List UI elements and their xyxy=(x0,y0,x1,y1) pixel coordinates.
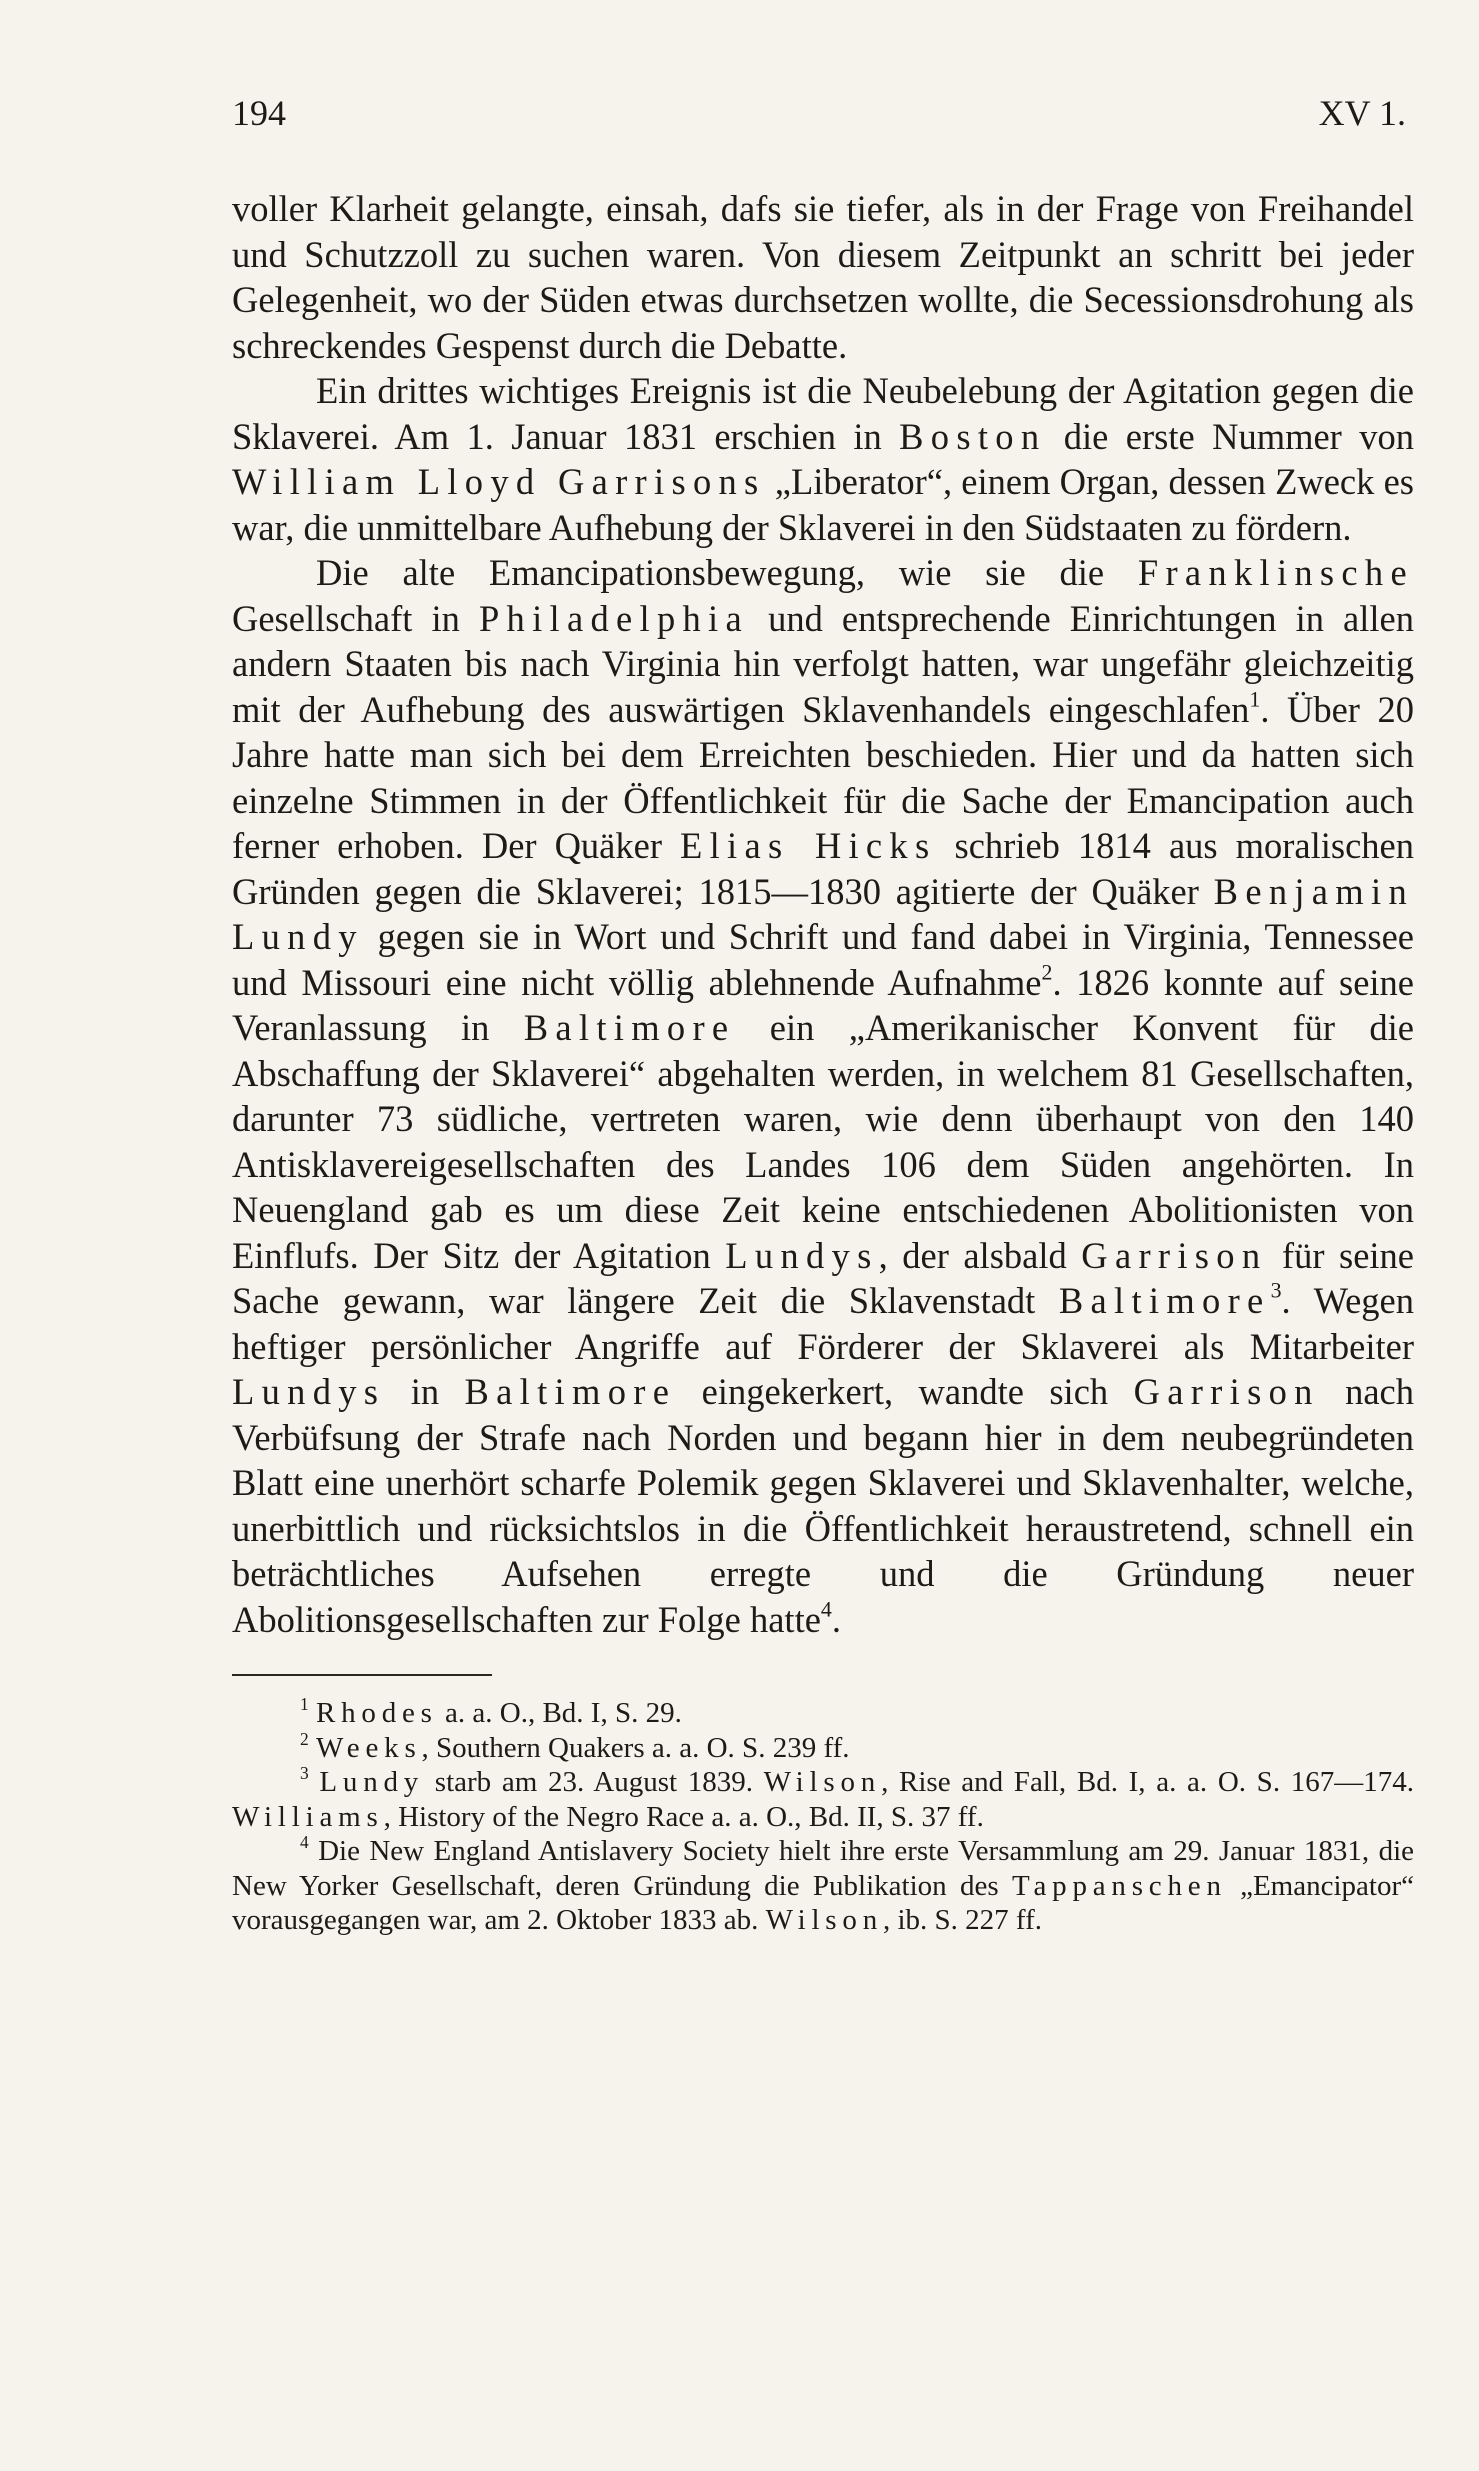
spaced-name-hicks: Elias Hicks xyxy=(680,825,937,866)
footnotes xyxy=(232,1693,1414,1938)
footnote-mark: 3 xyxy=(300,1762,309,1783)
spaced-name-garrison: Garrison xyxy=(1081,1234,1268,1276)
text-run: , Southern Quakers a. a. O. S. 239 ff. xyxy=(421,1731,850,1764)
text-run: , der alsbald xyxy=(878,1234,1082,1276)
spaced-name-weeks: Weeks xyxy=(315,1731,422,1764)
footnote-divider xyxy=(232,1674,492,1676)
text-run: a. a. O., Bd. I, S. 29. xyxy=(437,1697,682,1729)
footnote-mark: 2 xyxy=(300,1728,309,1749)
spaced-name-lundy: Benjamin Lundy xyxy=(232,870,1414,957)
footnote-1 xyxy=(232,1693,1414,1731)
spaced-name-rhodes: Rhodes xyxy=(315,1697,438,1729)
text-run: nach Verbüfsung der Strafe nach Norden und begann hier in dem neubegründeten Blatt eine unerhört scharfe Polemik gegen Sklaverei und Sklavenhalter, welche, unerbittlich und rücksichtslos in die Öffentlichkeit heraustretend, schnell ein beträchtliches Aufsehen erregte und die Gründung neuer Abolitionsgesellschaften zur Folge hatte xyxy=(232,1371,1414,1640)
footnote-ref-1[interactable]: 1 xyxy=(1249,686,1261,712)
text-run: Gesellschaft in xyxy=(232,597,479,639)
text-run: die erste Nummer von xyxy=(1046,415,1414,457)
spaced-name-philadelphia: Philadelphia xyxy=(478,597,750,639)
spaced-name-lundy: Lundy xyxy=(319,1766,425,1798)
paragraph-2 xyxy=(232,368,1414,550)
footnote-mark: 1 xyxy=(300,1693,309,1714)
text-run: . 1826 konnte auf seine Veranlassung in xyxy=(232,961,1414,1048)
text-run: in xyxy=(385,1371,465,1412)
spaced-name-baltimore: Baltimore xyxy=(523,1007,736,1048)
spaced-name-wilson: Wilson xyxy=(765,1904,883,1936)
text-run: gegen sie in Wort und Schrift und fand dabei in Virginia, Tennessee und Missouri eine nicht völlig ablehnende Aufnahme xyxy=(232,916,1414,1003)
spaced-name-lundys: Lundys xyxy=(725,1234,879,1276)
footnote-4 xyxy=(232,1831,1414,1938)
page xyxy=(232,92,1414,1938)
spaced-name-tappan: Tappanschen xyxy=(1011,1869,1227,1902)
running-header xyxy=(232,92,1414,156)
footnote-mark: 4 xyxy=(300,1831,309,1852)
text-run: , Rise and Fall, Bd. I, a. a. O. S. 167—174. xyxy=(881,1766,1414,1798)
footnote-ref-3[interactable]: 3 xyxy=(1270,1277,1282,1303)
text-run: für seine Sache gewann, war längere Zeit die Sklavenstadt xyxy=(232,1234,1414,1321)
spaced-name-williams: Williams xyxy=(232,1800,384,1833)
text-run: eingekerkert, wandte sich xyxy=(676,1371,1134,1412)
text-run: . xyxy=(831,1598,841,1640)
text-run: . Über 20 Jahre hatte man sich bei dem Erreichten beschieden. Hier und da hatten sich einzelne Stimmen in der Öffentlichkeit für die Sache der Emancipation auch ferner erhoben. Der Quäker xyxy=(232,688,1414,866)
text-run: ein „Amerikanischer Konvent für die Abschaffung der Sklaverei“ abgehalten werden, in welchem 81 Gesellschaften, darunter 73 südliche, vertreten waren, wie denn überhaupt von den 140 Antisklavereigesellschaften des Landes 106 dem Süden angehörten. In Neuengland gab es um diese Zeit keine entschiedenen Abolitionisten von Einflufs. Der Sitz der Agitation xyxy=(232,1007,1414,1276)
paragraph-1: voller Klarheit gelangte, einsah, dafs sie tiefer, als in der Frage von Freihandel und Schutzzoll zu suchen waren. Von diesem Zeitpunkt an schritt bei jeder Gelegenheit, wo der Süden etwas durchsetzen wollte, die Secessionsdrohung als schreckendes Gespenst durch die Debatte. xyxy=(232,188,1414,366)
spaced-name-baltimore: Baltimore xyxy=(1058,1280,1271,1321)
text-run: Die New England Antislavery Society hielt ihre erste Versammlung am 29. Januar 1831, die New Yorker Gesellschaft, deren Gründung die Publikation des xyxy=(232,1835,1414,1902)
text-run: , ib. S. 227 ff. xyxy=(883,1904,1042,1936)
page-number: 194 xyxy=(232,93,286,133)
spaced-name-baltimore: Baltimore xyxy=(464,1371,677,1412)
text-run: schrieb 1814 aus moralischen Gründen gegen die Sklaverei; 1815—1830 agitierte der Quäker xyxy=(232,825,1414,912)
spaced-name-wilson: Wilson xyxy=(763,1766,882,1798)
signature-mark: XV 1. xyxy=(1318,93,1406,133)
text-run: , History of the Negro Race a. a. O., Bd. II, S. 37 ff. xyxy=(383,1800,984,1833)
text-run: „Emancipator“ vorausgegangen war, am 2. Oktober 1833 ab. xyxy=(232,1869,1414,1936)
text-run: starb am 23. August 1839. xyxy=(424,1766,764,1798)
text-run: Die alte Emancipationsbewegung, wie sie die xyxy=(316,552,1138,593)
footnote-ref-4[interactable]: 4 xyxy=(820,1596,832,1622)
spaced-name-garrison: William Lloyd Garrisons xyxy=(232,461,766,502)
footnote-2 xyxy=(232,1728,1414,1766)
paragraph-3 xyxy=(232,550,1414,1642)
spaced-name-franklin: Franklinsche xyxy=(1137,552,1414,593)
text-run: . Wegen heftiger persönlicher Angriffe auf Förderer der Sklaverei als Mitarbeiter xyxy=(232,1280,1414,1367)
spaced-name-lundys: Lundys xyxy=(232,1371,386,1412)
main-text xyxy=(232,186,1414,1642)
text-run: und entsprechende Einrichtungen in allen andern Staaten bis nach Virginia hin verfolgt hatten, war ungefähr gleichzeitig mit der Aufhebung des auswärtigen Sklavenhandels eingeschlafen xyxy=(232,597,1414,730)
text-run: Ein drittes wichtiges Ereignis ist die Neubelebung der Agitation gegen die Sklaverei. Am 1. Januar 1831 erschien in xyxy=(232,370,1414,457)
spaced-name-garrison: Garrison xyxy=(1133,1371,1320,1412)
footnote-ref-2[interactable]: 2 xyxy=(1041,959,1053,985)
text-run: „Liberator“, einem Organ, dessen Zweck es war, die unmittelbare Aufhebung der Sklaverei in den Südstaaten zu fördern. xyxy=(232,461,1414,548)
footnote-3 xyxy=(232,1762,1414,1834)
spaced-name-boston: Boston xyxy=(899,415,1047,457)
